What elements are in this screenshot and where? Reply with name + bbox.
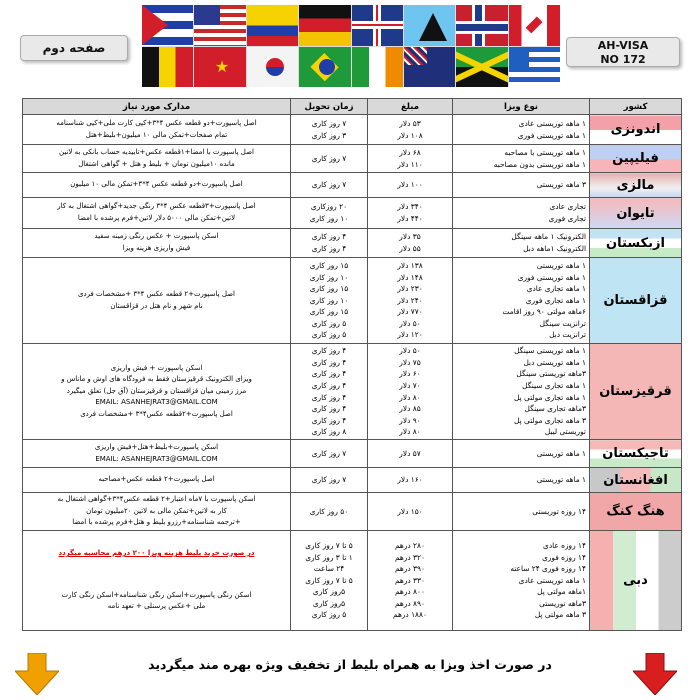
arrow-down-icon-right [633,653,677,695]
price-line: ۷۷۰ دلار [397,307,423,317]
visa-type-cell [453,115,590,145]
doc-line: EMAIL: ASANHEJRAT3@GMAIL.COM [95,398,218,407]
type-line: ۱ ماهه تجاری مولتی پل [514,392,586,402]
price-line: ۸۹۰ درهم [395,598,425,608]
type-line: ۳ ماهه تجاری مولتی پل [514,415,586,425]
price-line: ۱۰۸ دلار [397,130,423,140]
time-line: ۷ روز کاری [311,180,347,190]
type-line: ۱ ماهه توریستی فوری [517,272,586,282]
type-line: ۱ ماهه توریستی [536,260,586,270]
col-visa-type: نوع ویزا [453,99,590,115]
price-line: ۸۵ دلار [399,404,421,414]
price-line: ۳۵ دلار [399,232,421,242]
visa-type-cell [453,531,590,631]
delivery-time-cell [291,173,368,198]
col-country: کشور [590,99,682,115]
type-line: ۱ماهه مولتی پل [537,587,586,597]
country-cell [590,468,682,493]
time-line: ۱ تا ۳ روز کاری [305,552,353,562]
type-line: ۳ماهه تجاری سینگل [524,404,586,414]
flag-jamaica [456,47,507,88]
flag-norway [456,5,507,46]
time-line: ۱۰ روز کاری [309,295,349,305]
price-line: ۸۰۰ درهم [395,587,425,597]
type-line: تجاری عادی [549,202,586,212]
flag-greece [509,47,560,88]
price-line: ۹۰ دلار [399,415,421,425]
country-cell [590,229,682,258]
ticket-discount-notice: در صورت خرید بلیط هزینه ویزا ۲۰۰ درهم محاسبه میگردد [58,549,255,558]
type-line: تجاری فوری [548,214,586,223]
price-line: ۵۳ دلار [399,118,421,128]
price-line: ۸۰ دلار [399,392,421,402]
time-line: ۸ روز کاری [311,427,347,437]
time-line: ۷ روز کاری [311,475,347,485]
price-line: ۱۰۰ دلار [397,180,423,190]
flag-ireland [352,47,403,88]
type-line: ۱۴ روزه فوری [542,552,586,562]
price-line: ۲۸۰ درهم [395,540,425,550]
visa-code-line2: NO 172 [600,53,646,66]
type-line: ۱ ماهه توریستی سینگل [514,346,586,356]
doc-line: اصل پاسپورت+۲ قطعه عکس+مصاحبه [98,475,215,484]
price-line: ۷۰ دلار [399,380,421,390]
price-line: ۱۶۰ دلار [397,475,423,485]
type-line: ۱ ماهه توریستی عادی [518,118,586,128]
delivery-time-cell [291,115,368,145]
price-line: ۱۲۰ دلار [397,330,423,340]
visa-code-line1: AH-VISA [597,39,649,52]
table-row [23,344,682,440]
flag-usa [194,5,245,46]
doc-line: اصل پاسپورت+۲ قطعه عکس ۴*۳ +مشخصات فردی [77,289,236,298]
delivery-time-cell [291,229,368,258]
country-cell [590,173,682,198]
time-line: ۴ روز کاری [311,369,347,379]
type-line: ۱ ماهه توریستی عادی [518,575,586,585]
doc-line: اصل پاسپورت+۲قطعه عکس۴*۳ +مشخصات فردی [80,409,233,418]
type-line: ۱۴ روزه عادی [543,540,586,550]
type-line: ترانزیت دبل [549,330,586,340]
price-line: ۳۹۰ درهم [395,564,425,574]
delivery-time-cell [291,344,368,440]
doc-line: اسکن پاسپورت+بلیط+هتل+فیش واریزی [94,442,219,451]
doc-line: اصل پاسپورت+دو قطعه عکس ۴*۳+کپی کارت ملی+کپی شناسنامه [56,118,257,127]
price-cell [368,344,453,440]
price-line: ۵۰ دلار [399,318,421,328]
doc-line: ویزای الکترونیک قرقیزستان فقط به فرودگاه های اوش و ماناس و [61,375,252,384]
col-required-docs: مدارک مورد نیاز [23,99,291,115]
table-row [23,115,682,145]
required-docs-cell [23,198,291,229]
country-name: دبی [623,573,648,588]
top-banner [0,0,700,95]
delivery-time-cell [291,493,368,531]
doc-line: EMAIL: ASANHEJRAT3@GMAIL.COM [95,454,218,463]
time-line: ۱۵ روز کاری [309,284,349,294]
time-line: ۴ روز کاری [311,392,347,402]
table-row [23,198,682,229]
visa-type-cell [453,145,590,173]
time-line: ۴ روز کاری [311,380,347,390]
time-line: ۵ روز کاری [311,610,347,620]
page-label: صفحه دوم [20,35,128,61]
type-line: ۳ ماهه مولتی پل [534,610,586,620]
price-line: ۶۸ دلار [399,147,421,157]
doc-line: تمام صفحات+تمکن مالی ۱۰ میلیون+بلیط+هتل [85,130,228,139]
type-line: ۱ ماهه تجاری عادی [526,284,586,294]
type-line: ۱ ماهه توریستی بدون مصاحبه [493,159,586,169]
country-name: ازبکستان [606,235,665,251]
time-line: ۵ تا ۷ روز کاری [305,540,353,550]
doc-line: اصل پاسپورت+۳قطعه عکس ۴*۳ رنگی جدید+گواهی اشتغال به کار [57,202,256,211]
flag-canada [509,5,560,46]
price-cell [368,440,453,468]
price-line: ۷۵ دلار [399,357,421,367]
price-line: ۱۱۰ دلار [397,159,423,169]
delivery-time-cell [291,440,368,468]
type-line: ۱ ماهه توریستی دبل [523,357,586,367]
price-line: ۳۴۰ دلار [397,202,423,212]
country-name: قرقیزستان [599,384,672,399]
type-line: ۶ماهه مولتی ۹۰ روز اقامت [502,307,586,317]
doc-line: +ترجمه شناسنامه+رزرو بلیط و هتل+فرم پرشده با امضا [72,518,241,527]
country-cell [590,115,682,145]
type-line: الکترونیک ۱ماهه دبل [523,244,586,253]
time-line: ۷ روز کاری [311,153,347,163]
visa-type-cell [453,173,590,198]
type-line: ۱۴ روزه توریستی [532,506,586,516]
required-docs-cell [23,493,291,531]
doc-line: اسکن پاسپورت + فیش واریزی [110,363,203,372]
doc-line: مرز زمینی میان قزاقستان و قرقیزستان (آق جل) تعلق میگیرد [66,386,247,395]
visa-price-table [22,98,682,631]
flag-cuba [142,5,193,46]
country-name: تاجیکستان [602,446,669,461]
doc-line: لاتین+تمکن مالی ۵۰۰۰ دلار لاتین+فرم پرشده با امضا [77,214,236,222]
visa-type-cell [453,344,590,440]
visa-type-cell [453,258,590,344]
price-cell [368,115,453,145]
country-cell [590,493,682,531]
table-row [23,531,682,631]
time-line: ۱۵ روز کاری [309,260,349,270]
flag-brazil [299,47,350,88]
type-line: توریستی لیبل [544,427,586,437]
time-line: ۴ روز کاری [311,357,347,367]
visa-code-badge [566,37,680,67]
required-docs-cell [23,145,291,173]
country-cell [590,440,682,468]
country-cell [590,531,682,631]
flag-saint-lucia [404,5,455,46]
flag-vietnam: ★ [194,47,245,88]
doc-line: اصل پاسپورت+دو قطعه عکس ۴*۳+تمکن مالی ۱۰ میلیون [70,180,243,189]
time-line: ۲۴ ساعت [313,564,345,574]
table-header-row [23,99,682,115]
type-line: ترانزیت سینگل [539,318,586,328]
table-row [23,493,682,531]
price-cell [368,145,453,173]
time-line: ۵روز کاری [312,587,346,597]
flag-korea [247,47,298,88]
type-line: ۱ ماهه تجاری فوری [525,295,586,305]
price-cell [368,531,453,631]
country-name: هنگ کنگ [606,504,665,519]
delivery-time-cell [291,531,368,631]
delivery-time-cell [291,258,368,344]
table-row [23,229,682,258]
required-docs-cell [23,115,291,145]
time-line: ۴ روز کاری [311,404,347,414]
type-line: ۱ ماهه توریستی [536,448,586,458]
country-name: اندونزی [610,122,661,137]
time-line: ۴ روز کاری [311,232,347,242]
type-line: ۳ ماهه توریستی [536,180,586,190]
type-line: ۳ماهه توریستی سینگل [516,369,586,379]
country-name: مالزی [616,177,655,193]
time-line: ۱۰ روز کاری [309,214,349,223]
doc-line: ملی +عکس پرسنلی + تعهد نامه [107,602,206,611]
type-line: ۳ماهه توریستی [539,598,586,608]
price-line: ۵۰ دلار [399,346,421,356]
table-row [23,258,682,344]
time-line: ۵۰ روز کاری [309,506,349,516]
time-line: ۵ تا ۷ روز کاری [305,575,353,585]
arrow-down-icon-left [15,653,59,695]
country-name: تایوان [616,205,655,221]
flag-colombia [247,5,298,46]
visa-type-cell [453,493,590,531]
price-line: ۳۲۰ درهم [395,552,425,562]
country-name: قزاقستان [603,293,668,308]
time-line: ۵روز کاری [312,598,346,608]
time-line: ۷ روز کاری [311,118,347,128]
price-cell [368,229,453,258]
col-price: مبلغ [368,99,453,115]
price-line: ۸۰ دلار [399,427,421,437]
doc-line: فیش واریزی هزینه ویزا [122,244,191,252]
flag-uk [352,5,403,46]
time-line: ۳ روز کاری [311,130,347,140]
table-row [23,440,682,468]
discount-footer-text: در صورت اخذ ویزا به همراه بلیط از تخفیف ویژه بهره مند میگردید [148,657,552,672]
doc-line: اسکن پاسپورت با ۷ماه اعتبار+۲ قطعه عکس۴*۳+گواهی اشتغال به [57,495,256,504]
col-delivery-time: زمان تحویل [291,99,368,115]
required-docs-cell [23,440,291,468]
flag-australia [404,47,455,88]
type-line: ۱ ماهه توریستی فوری [517,130,586,140]
delivery-time-cell [291,468,368,493]
delivery-time-cell [291,198,368,229]
required-docs-cell [23,173,291,198]
doc-line: اسکن رنگی پاسپورت+اسکن رنگی شناسنامه+اسکن رنگی کارت [61,590,252,599]
price-cell [368,258,453,344]
type-line: ۱ ماهه توریستی با مصاحبه [504,147,586,157]
required-docs-cell [23,258,291,344]
price-cell [368,173,453,198]
table-row [23,173,682,198]
required-docs-cell [23,468,291,493]
price-cell [368,493,453,531]
visa-type-cell [453,198,590,229]
country-name: افغانستان [603,472,668,488]
visa-type-cell [453,468,590,493]
price-line: ۱۸۸۰ درهم [393,610,427,620]
country-cell [590,145,682,173]
doc-line: مانده ۱۰میلیون تومان + بلیط و هتل + گواهی اشتغال [78,159,235,168]
time-line: ۱۰ روز کاری [309,272,349,282]
country-cell [590,258,682,344]
time-line: ۵ روز کاری [311,318,347,328]
flag-belgium [142,47,193,88]
doc-line: اسکن پاسپورت + عکس رنگی زمینه سفید [94,232,219,241]
country-cell [590,344,682,440]
price-line: ۵۷ دلار [399,448,421,458]
type-line: ۱ ماهه توریستی [536,475,586,485]
visa-type-cell [453,440,590,468]
time-line: ۴ روز کاری [311,415,347,425]
required-docs-cell [23,531,291,631]
time-line: ۲۰ روزکاری [310,202,348,212]
flags-banner [142,5,560,87]
price-cell [368,468,453,493]
country-cell [590,198,682,229]
price-line: ۳۳۰ درهم [395,575,425,585]
time-line: ۵ روز کاری [311,330,347,340]
price-cell [368,198,453,229]
country-name: فیلیپین [612,151,659,166]
price-line: ۱۳۸ دلار [397,260,423,270]
type-line: ۱ ماهه تجاری سینگل [522,380,586,390]
time-line: ۱۵ روز کاری [309,307,349,317]
time-line: ۴ روز کاری [311,346,347,356]
time-line: ۷ روز کاری [311,448,347,458]
doc-line: کار به لاتین+تمکن مالی به لاتین ۲۰میلیون تومان [86,506,227,515]
visa-type-cell [453,229,590,258]
table-row [23,468,682,493]
doc-line: نام شهر و نام هتل در قزاقستان [110,301,203,310]
price-line: ۲۴۰ دلار [397,295,423,305]
price-line: ۱۵۰ دلار [397,506,423,516]
price-line: ۵۵ دلار [399,244,421,253]
table-row [23,145,682,173]
required-docs-cell [23,229,291,258]
price-line: ۲۳۰ دلار [397,284,423,294]
doc-line: اصل پاسپورت با امضا+۱قطعه عکس+تاییدیه حساب بانکی به لاتین [59,147,254,156]
flag-germany [299,5,350,46]
delivery-time-cell [291,145,368,173]
type-line: الکترونیک ۱ ماهه سینگل [511,232,586,242]
price-line: ۴۴۰ دلار [397,214,423,223]
type-line: ۱۴ روزه فوری ۲۴ ساعته [510,564,586,574]
required-docs-cell [23,344,291,440]
price-line: ۱۴۸ دلار [397,272,423,282]
time-line: ۴ روز کاری [311,244,347,253]
price-line: ۶۰ دلار [399,369,421,379]
